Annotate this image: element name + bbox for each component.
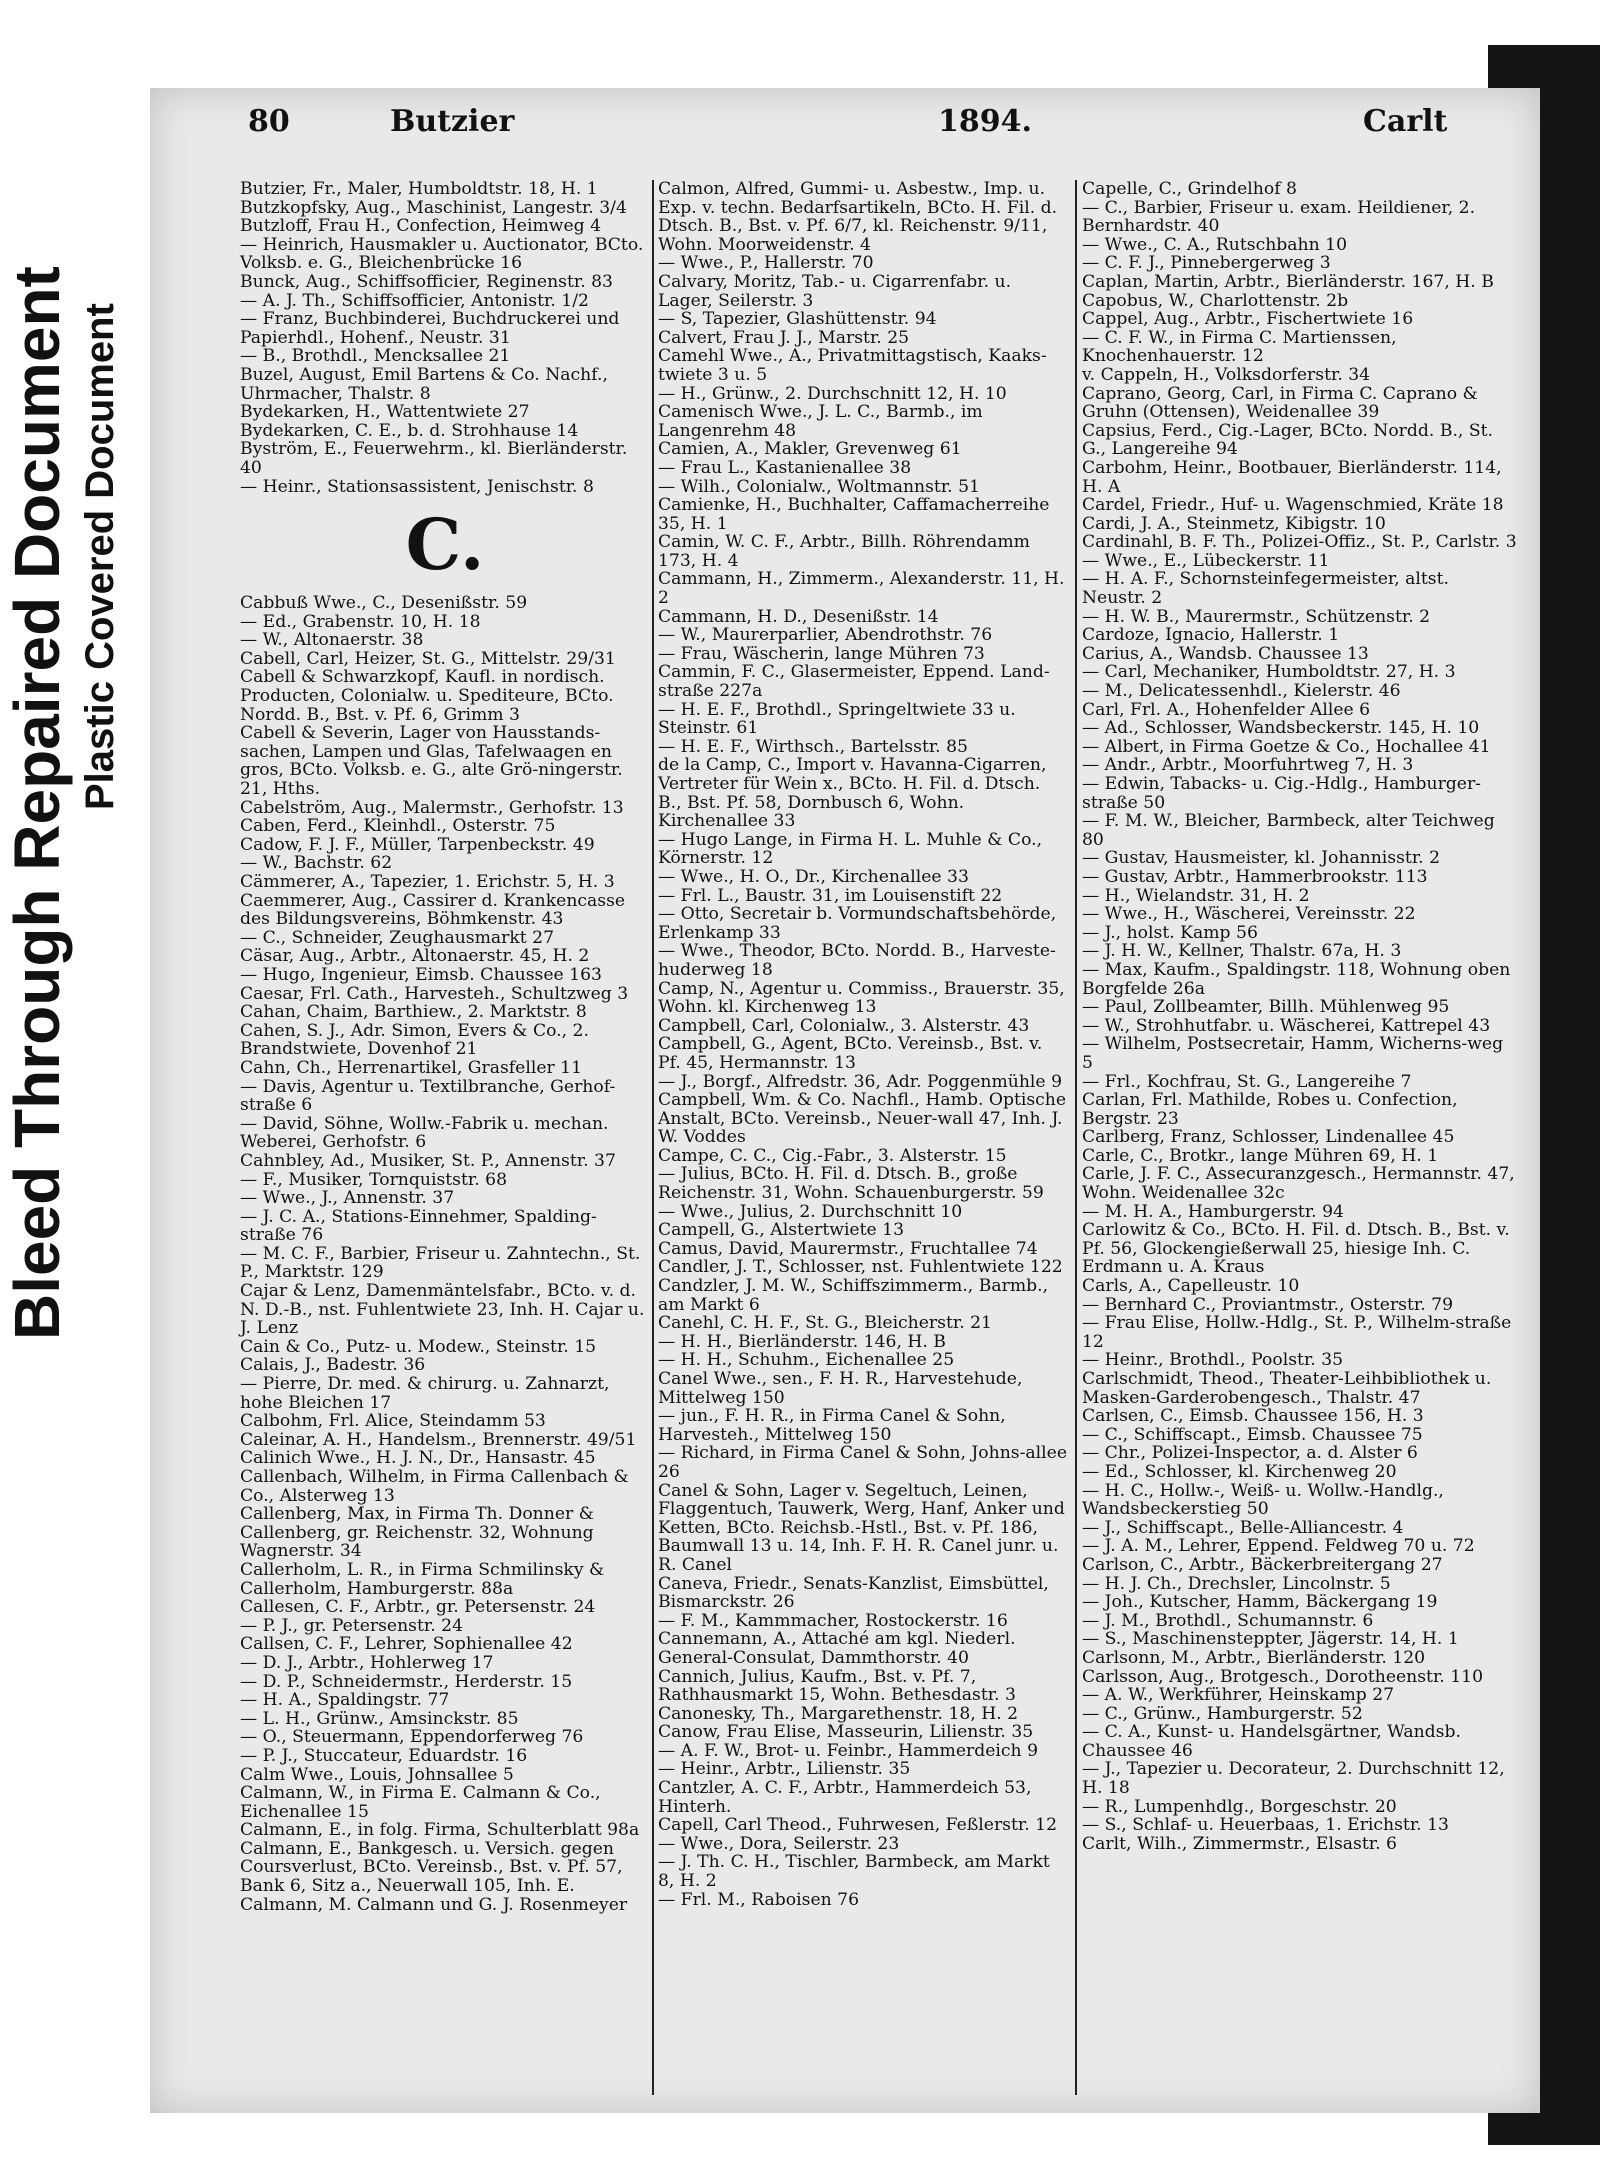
directory-entry: Caleinar, A. H., Handelsm., Brennerstr. 49/51 [240, 1429, 637, 1450]
directory-entry: — Wilh., Colonialw., Woltmannstr. 51 [658, 476, 980, 497]
directory-entry: — J. M., Brothdl., Schumannstr. 6 [1082, 1610, 1374, 1631]
directory-entry: Capsius, Ferd., Cig.-Lager, BCto. Nordd. B., St. G., Langereihe 94 [1082, 420, 1499, 460]
directory-entry: Bunck, Aug., Schiffsofficier, Reginenstr. 83 [240, 271, 613, 292]
directory-entry: Cammann, H. D., Desenißstr. 14 [658, 606, 939, 627]
directory-entry: — Frl. L., Baustr. 31, im Louisenstift 22 [658, 885, 1003, 906]
directory-entry: — H. A., Spaldingstr. 77 [240, 1690, 450, 1711]
directory-entry: — J. Th. C. H., Tischler, Barmbeck, am Markt 8, H. 2 [658, 1852, 1056, 1892]
directory-entry: — Pierre, Dr. med. & chirurg. u. Zahnarzt, hohe Bleichen 17 [240, 1374, 615, 1413]
directory-entry: — A. W., Werkführer, Heinskamp 27 [1082, 1685, 1395, 1706]
directory-entry: Butzkopfsky, Aug., Maschinist, Langestr. 3/4 [240, 197, 627, 218]
directory-entry: — Frau, Wäscherin, lange Mühren 73 [658, 643, 985, 664]
directory-entry: Camenisch Wwe., J. L. C., Barmb., im Langenrehm 48 [658, 402, 989, 441]
directory-entry: Cardel, Friedr., Huf- u. Wagenschmied, Kräte 18 [1082, 495, 1504, 516]
directory-entry: — Heinr., Arbtr., Lilienstr. 35 [658, 1759, 911, 1780]
directory-entry: — H. E. F., Brothdl., Springeltwiete 33 u. Steinstr. 61 [658, 699, 1022, 739]
directory-entry: Calmann, W., in Firma E. Calmann & Co., Eichenallee 15 [240, 1783, 607, 1822]
directory-entry: Bydekarken, C. E., b. d. Strohhause 14 [240, 420, 579, 441]
directory-entry: Caben, Ferd., Kleinhdl., Osterstr. 75 [240, 816, 556, 837]
directory-entry: — Julius, BCto. H. Fil. d. Dtsch. B., große Reichenstr. 31, Wohn. Schauenburgerstr. 59 [658, 1164, 1044, 1204]
directory-entry: — Max, Kaufm., Spaldingstr. 118, Wohnung oben Borgfelde 26a [1082, 959, 1516, 999]
directory-entry: — Frl., Kochfrau, St. G., Langereihe 7 [1082, 1071, 1412, 1092]
directory-entry: Cäsar, Aug., Arbtr., Altonaerstr. 45, H. 2 [240, 946, 590, 967]
directory-entry: — P. J., Stuccateur, Eduardstr. 16 [240, 1745, 528, 1766]
directory-entry: Callerholm, L. R., in Firma Schmilinsky & Callerholm, Hamburgerstr. 88a [240, 1559, 610, 1599]
directory-entry: — M., Delicatessenhdl., Kielerstr. 46 [1082, 681, 1401, 702]
directory-entry: — Heinr., Stationsassistent, Jenischstr. 8 [240, 476, 594, 497]
directory-entry: Campell, G., Alstertwiete 13 [658, 1220, 905, 1241]
directory-entry: Camin, W. C. F., Arbtr., Billh. Röhrendamm 173, H. 4 [658, 532, 1036, 571]
directory-entry: Bydekarken, H., Wattentwiete 27 [240, 402, 530, 423]
directory-entry: Canel & Sohn, Lager v. Segeltuch, Leinen, Flaggentuch, Tauwerk, Werg, Hanf, Anker und Ketten, BCto. Reichsb.-Hstl., Bst. v. Pf. 186, Baumwall 13 u. 14, Inh. F. H. R. Canel junr. u. R. Canel [658, 1480, 1071, 1575]
directory-entry: Cadow, F. J. F., Müller, Tarpenbeckstr. 49 [240, 834, 595, 855]
directory-entry: Cappel, Aug., Arbtr., Fischertwiete 16 [1082, 309, 1414, 330]
directory-entry: — J., Schiffscapt., Belle-Alliancestr. 4 [1082, 1517, 1404, 1538]
directory-entry: Campbell, G., Agent, BCto. Vereinsb., Bst. v. Pf. 45, Hermannstr. 13 [658, 1034, 1048, 1073]
directory-entry: Cannich, Julius, Kaufm., Bst. v. Pf. 7, Rathhausmarkt 15, Wohn. Bethesdastr. 3 [658, 1666, 1016, 1706]
directory-entry: — J. C. A., Stations-Einnehmer, Spalding-straße 76 [240, 1206, 597, 1246]
directory-entry: — C. F. W., in Firma C. Martienssen, Knochenhauerstr. 12 [1082, 327, 1402, 367]
directory-entry: Carl, Frl. A., Hohenfelder Allee 6 [1082, 699, 1371, 720]
directory-entry: — Joh., Kutscher, Hamm, Bäckergang 19 [1082, 1592, 1438, 1613]
directory-entry: Caneva, Friedr., Senats-Kanzlist, Eimsbüttel, Bismarckstr. 26 [658, 1573, 1055, 1613]
directory-entry: Capobus, W., Charlottenstr. 2b [1082, 290, 1349, 311]
directory-entry: — C. F. J., Pinnebergerweg 3 [1082, 253, 1331, 274]
directory-entry: Camehl Wwe., A., Privatmittagstisch, Kaaks-twiete 3 u. 5 [658, 346, 1047, 385]
section-letter: C. [405, 503, 485, 587]
directory-entry: Carls, A., Capelleustr. 10 [1082, 1276, 1300, 1297]
scanned-page [150, 88, 1540, 2113]
directory-entry: — A. J. Th., Schiffsofficier, Antonistr. 1/2 [240, 290, 589, 311]
directory-entry: — Wwe., C. A., Rutschbahn 10 [1082, 234, 1348, 255]
directory-entry: Callenberg, Max, in Firma Th. Donner & Callenberg, gr. Reichenstr. 32, Wohnung Wagnerstr. 34 [240, 1504, 600, 1562]
directory-entry: — F., Musiker, Tornquiststr. 68 [240, 1169, 508, 1190]
directory-entry: — Wwe., J., Annenstr. 37 [240, 1188, 455, 1209]
column-divider [1075, 180, 1077, 2095]
directory-entry: Byström, E., Feuerwehrm., kl. Bierländerstr. 40 [240, 439, 633, 478]
directory-entry: — C., Schneider, Zeughausmarkt 27 [240, 927, 555, 948]
directory-entry: — Wwe., E., Lübeckerstr. 11 [1082, 550, 1330, 571]
directory-entry: — F. M. W., Bleicher, Barmbeck, alter Teichweg 80 [1082, 811, 1501, 850]
directory-entry: — Wwe., Julius, 2. Durchschnitt 10 [658, 1201, 963, 1222]
directory-entry: — Ed., Grabenstr. 10, H. 18 [240, 611, 481, 632]
directory-entry: Camus, David, Maurermstr., Fruchtallee 74 [658, 1238, 1038, 1259]
directory-entry: Cabbuß Wwe., C., Desenißstr. 59 [240, 593, 528, 614]
directory-entry: — S., Schlaf- u. Heuerbaas, 1. Erichstr. 13 [1082, 1815, 1449, 1836]
directory-column-1 [240, 180, 650, 1914]
directory-entry: Carlberg, Franz, Schlosser, Lindenallee 45 [1082, 1127, 1455, 1148]
directory-entry: — W., Strohhutfabr. u. Wäscherei, Kattrepel 43 [1082, 1015, 1491, 1036]
directory-entry: Cabell & Severin, Lager von Hausstands-sachen, Lampen und Glas, Tafelwaagen en gros, BCto. Volksb. e. G., alte Grö-ningerstr. 21, Hths. [240, 723, 629, 800]
directory-entry: Camp, N., Agentur u. Commiss., Brauerstr. 35, Wohn. kl. Kirchenweg 13 [658, 978, 1071, 1018]
directory-entry: — D. P., Schneidermstr., Herderstr. 15 [240, 1671, 573, 1692]
directory-entry: Carlsson, Aug., Brotgesch., Dorotheenstr. 110 [1082, 1666, 1484, 1687]
directory-entry: — Bernhard C., Proviantmstr., Osterstr. 79 [1082, 1294, 1454, 1315]
directory-entry: Canow, Frau Elise, Masseurin, Lilienstr. 35 [658, 1722, 1034, 1743]
directory-entry: Candzler, J. M. W., Schiffszimmerm., Barmb., am Markt 6 [658, 1276, 1054, 1315]
directory-entry: — B., Brothdl., Mencksallee 21 [240, 346, 511, 367]
directory-entry: Camien, A., Makler, Grevenweg 61 [658, 439, 962, 460]
directory-entry: Calmann, E., Bankgesch. u. Versich. gegen Coursverlust, BCto. Vereinsb., Bst. v. Pf. 57, Bank 6, Sitz a., Neuerwall 105, Inh. E. Calmann, M. Calmann und G. J. Rosenmeyer [240, 1838, 628, 1915]
directory-entry: — W., Bachstr. 62 [240, 853, 393, 874]
directory-entry: — Albert, in Firma Goetze & Co., Hochallee 41 [1082, 736, 1491, 757]
directory-entry: Carlschmidt, Theod., Theater-Leihbibliothek u. Masken-Garderobengesch., Thalstr. 47 [1082, 1369, 1497, 1408]
directory-entry: Carbohm, Heinr., Bootbauer, Bierländerstr. 114, H. A [1082, 457, 1508, 497]
directory-entry: Cammin, F. C., Glasermeister, Eppend. Land-straße 227a [658, 662, 1050, 702]
directory-entry: Calvert, Frau J. J., Marstr. 25 [658, 327, 910, 348]
directory-entry: Cain & Co., Putz- u. Modew., Steinstr. 15 [240, 1336, 597, 1357]
directory-entry: Caesar, Frl. Cath., Harvesteh., Schultzweg 3 [240, 983, 629, 1004]
stamp-bleed-through-repaired: Bleed Through Repaired Document [1, 266, 73, 1340]
directory-entry: Buzel, August, Emil Bartens & Co. Nachf., Uhrmacher, Thalstr. 8 [240, 364, 614, 404]
directory-entry: — Paul, Zollbeamter, Billh. Mühlenweg 95 [1082, 997, 1450, 1018]
directory-entry: Carlowitz & Co., BCto. H. Fil. d. Dtsch. B., Bst. v. Pf. 56, Glockengießerwall 25, hiesige Inh. C. Erdmann u. A. Kraus [1082, 1220, 1516, 1278]
stamp-plastic-covered: Plastic Covered Document [78, 303, 122, 810]
directory-entry: — Wwe., H., Wäscherei, Vereinsstr. 22 [1082, 904, 1416, 925]
side-stamps [0, 0, 130, 2177]
directory-entry: — Frau L., Kastanienallee 38 [658, 457, 912, 478]
directory-entry: — O., Steuermann, Eppendorferweg 76 [240, 1727, 584, 1748]
directory-entry: Cahen, S. J., Adr. Simon, Evers & Co., 2. Brandstwiete, Dovenhof 21 [240, 1020, 595, 1060]
directory-entry: Cannemann, A., Attaché am kgl. Niederl. General-Consulat, Dammthorstr. 40 [658, 1629, 1021, 1668]
directory-entry: — M. H. A., Hamburgerstr. 94 [1082, 1201, 1344, 1222]
directory-entry: — H., Wielandstr. 31, H. 2 [1082, 885, 1310, 906]
directory-entry: — Hugo, Ingenieur, Eimsb. Chaussee 163 [240, 964, 602, 985]
column-divider [652, 180, 654, 2095]
directory-entry: Carlsen, C., Eimsb. Chaussee 156, H. 3 [1082, 1406, 1424, 1427]
entry-list-top [240, 180, 650, 496]
directory-entry: — M. C. F., Barbier, Friseur u. Zahntechn., St. P., Marktstr. 129 [240, 1243, 646, 1283]
directory-entry: Cajar & Lenz, Damenmäntelsfabr., BCto. v. d. N. D.-B., nst. Fuhlentwiete 23, Inh. H. Cajar u. J. Lenz [240, 1281, 650, 1339]
directory-entry: Cardoze, Ignacio, Hallerstr. 1 [1082, 625, 1340, 646]
header-right-word: Carlt [1363, 104, 1448, 139]
directory-entry: Campbell, Wm. & Co. Nachfl., Hamb. Optische Anstalt, BCto. Vereinsb., Neuer-wall 47, Inh. J. W. Voddes [658, 1090, 1072, 1148]
directory-entry: — C., Grünw., Hamburgerstr. 52 [1082, 1703, 1363, 1724]
directory-entry: Calmann, E., in folg. Firma, Schulterblatt 98a [240, 1820, 640, 1841]
directory-entry: — C., Schiffscapt., Eimsb. Chaussee 75 [1082, 1424, 1423, 1445]
directory-entry: Candler, J. T., Schlosser, nst. Fuhlentwiete 122 [658, 1257, 1063, 1278]
directory-entry: Cämmerer, A., Tapezier, 1. Erichstr. 5, H. 3 [240, 872, 615, 892]
directory-entry: Cardinahl, B. F. Th., Polizei-Offiz., St. P., Carlstr. 3 [1082, 532, 1517, 553]
directory-entry: — W., Altonaerstr. 38 [240, 630, 424, 651]
header-year: 1894. [938, 104, 1032, 139]
directory-entry: — C., Barbier, Friseur u. exam. Heildiener, 2. Bernhardstr. 40 [1082, 197, 1481, 237]
directory-entry: — Hugo Lange, in Firma H. L. Muhle & Co., Körnerstr. 12 [658, 829, 1048, 869]
directory-entry: — W., Maurerparlier, Abendrothstr. 76 [658, 625, 993, 646]
directory-entry: — Wwe., Theodor, BCto. Nordd. B., Harveste-huderweg 18 [658, 941, 1056, 980]
directory-entry: Butzloff, Frau H., Confection, Heimweg 4 [240, 216, 602, 237]
directory-entry: Campbell, Carl, Colonialw., 3. Alsterstr. 43 [658, 1015, 1030, 1036]
directory-entry: Canonesky, Th., Margarethenstr. 18, H. 2 [658, 1703, 1019, 1724]
directory-entry: Calbohm, Frl. Alice, Steindamm 53 [240, 1411, 546, 1432]
directory-entry: — Ed., Schlosser, kl. Kirchenweg 20 [1082, 1461, 1397, 1482]
directory-entry: Cabell, Carl, Heizer, St. G., Mittelstr. 29/31 [240, 648, 616, 669]
directory-entry: — C. A., Kunst- u. Handelsgärtner, Wandsb. Chaussee 46 [1082, 1722, 1467, 1761]
directory-entry: — H. E. F., Wirthsch., Bartelsstr. 85 [658, 736, 968, 757]
directory-entry: — F. M., Kammmacher, Rostockerstr. 16 [658, 1610, 1008, 1631]
directory-entry: — Heinr., Brothdl., Poolstr. 35 [1082, 1350, 1344, 1371]
directory-entry: — J., holst. Kamp 56 [1082, 922, 1258, 943]
directory-entry: Camienke, H., Buchhalter, Caffamacherreihe 35, H. 1 [658, 495, 1055, 534]
directory-entry: — Frl. M., Raboisen 76 [658, 1889, 860, 1910]
directory-entry: — Edwin, Tabacks- u. Cig.-Hdlg., Hamburger-straße 50 [1082, 774, 1481, 813]
directory-entry: Calinich Wwe., H. J. N., Dr., Hansastr. 45 [240, 1448, 596, 1469]
directory-entry: — Carl, Mechaniker, Humboldtstr. 27, H. 3 [1082, 662, 1456, 683]
directory-entry: Cabelström, Aug., Malermstr., Gerhofstr. 13 [240, 797, 624, 818]
directory-entry: Capell, Carl Theod., Fuhrwesen, Feßlerstr. 12 [658, 1815, 1058, 1836]
directory-entry: — David, Söhne, Wollw.-Fabrik u. mechan. Weberei, Gerhofstr. 6 [240, 1113, 614, 1153]
directory-entry: — Frau Elise, Hollw.-Hdlg., St. P., Wilhelm-straße 12 [1082, 1313, 1517, 1352]
directory-entry: — Heinrich, Hausmakler u. Auctionator, BCto. Volksb. e. G., Bleichenbrücke 16 [240, 234, 649, 274]
page-number: 80 [248, 104, 290, 139]
directory-entry: — Wilhelm, Postsecretair, Hamm, Wicherns-weg 5 [1082, 1034, 1509, 1073]
directory-entry: — J. A. M., Lehrer, Eppend. Feldweg 70 u. 72 [1082, 1536, 1475, 1557]
directory-column-3 [1082, 179, 1521, 1854]
directory-entry: Calm Wwe., Louis, Johnsallee 5 [240, 1764, 514, 1785]
directory-entry: Carle, C., Brotkr., lange Mühren 69, H. 1 [1082, 1145, 1439, 1166]
entry-list-bottom [240, 594, 650, 1914]
directory-column-2 [658, 179, 1073, 1910]
directory-entry: — H. H., Schuhm., Eichenallee 25 [658, 1350, 955, 1371]
directory-entry: — Otto, Secretair b. Vormundschaftsbehörde, Erlenkamp 33 [658, 904, 1062, 943]
directory-entry: Carlan, Frl. Mathilde, Robes u. Confection, Bergstr. 23 [1082, 1090, 1464, 1129]
directory-entry: — J., Tapezier u. Decorateur, 2. Durchschnitt 12, H. 18 [1082, 1759, 1511, 1799]
directory-entry: — H. W. B., Maurermstr., Schützenstr. 2 [1082, 606, 1431, 627]
directory-entry: — A. F. W., Brot- u. Feinbr., Hammerdeich 9 [658, 1740, 1039, 1761]
entry-list [1082, 179, 1521, 1854]
directory-entry: — Ad., Schlosser, Wandsbeckerstr. 145, H. 10 [1082, 718, 1480, 739]
directory-entry: v. Cappeln, H., Volksdorferstr. 34 [1082, 364, 1371, 385]
directory-entry: Carle, J. F. C., Assecuranzgesch., Hermannstr. 47, Wohn. Weidenallee 32c [1082, 1164, 1521, 1204]
page-header [248, 92, 1578, 142]
directory-entry: de la Camp, C., Import v. Havanna-Cigarren, Vertreter für Wein x., BCto. H. Fil. d. Dtsch. B., Bst. Pf. 58, Dornbusch 6, Wohn. Kirchenallee 33 [658, 755, 1052, 832]
directory-entry: — H. J. Ch., Drechsler, Lincolnstr. 5 [1082, 1573, 1391, 1594]
directory-entry: Cardi, J. A., Steinmetz, Kibigstr. 10 [1082, 513, 1386, 534]
directory-entry: — Andr., Arbtr., Moorfuhrtweg 7, H. 3 [1082, 755, 1414, 776]
directory-entry: Canel Wwe., sen., F. H. R., Harvestehude, Mittelweg 150 [658, 1369, 1028, 1408]
directory-entry: — S, Tapezier, Glashüttenstr. 94 [658, 309, 937, 330]
directory-entry: Carlt, Wilh., Zimmermstr., Elsastr. 6 [1082, 1833, 1397, 1854]
directory-entry: Caemmerer, Aug., Cassirer d. Krankencasse des Bildungsvereins, Böhmkenstr. 43 [240, 890, 631, 930]
directory-entry: — jun., F. H. R., in Firma Canel & Sohn, Harvesteh., Mittelweg 150 [658, 1406, 1012, 1445]
directory-entry: — Wwe., H. O., Dr., Kirchenallee 33 [658, 866, 969, 887]
directory-entry: — Davis, Agentur u. Textilbranche, Gerhof-straße 6 [240, 1076, 616, 1116]
directory-entry: — Franz, Buchbinderei, Buchdruckerei und Papierhdl., Hohenf., Neustr. 31 [240, 309, 625, 348]
directory-entry: Calais, J., Badestr. 36 [240, 1355, 426, 1376]
directory-entry: — J., Borgf., Alfredstr. 36, Adr. Poggenmühle 9 [658, 1071, 1063, 1092]
directory-entry: Canehl, C. H. F., St. G., Bleicherstr. 21 [658, 1313, 992, 1334]
directory-entry: Caplan, Martin, Arbtr., Bierländerstr. 167, H. B [1082, 271, 1494, 292]
directory-entry: — Gustav, Hausmeister, kl. Johannisstr. 2 [1082, 848, 1441, 869]
directory-entry: — R., Lumpenhdlg., Borgeschstr. 20 [1082, 1796, 1397, 1817]
directory-entry: — S., Maschinensteppter, Jägerstr. 14, H. 1 [1082, 1629, 1459, 1650]
directory-entry: Cahnbley, Ad., Musiker, St. P., Annenstr. 37 [240, 1150, 616, 1171]
directory-entry: Cahn, Ch., Herrenartikel, Grasfeller 11 [240, 1057, 583, 1078]
directory-entry: — D. J., Arbtr., Hohlerweg 17 [240, 1652, 494, 1673]
directory-entry: — L. H., Grünw., Amsinckstr. 85 [240, 1708, 519, 1729]
directory-entry: — P. J., gr. Petersenstr. 24 [240, 1615, 464, 1636]
directory-entry: Capelle, C., Grindelhof 8 [1082, 179, 1297, 199]
directory-entry: Caprano, Georg, Carl, in Firma C. Caprano & Gruhn (Ottensen), Weidenallee 39 [1082, 383, 1484, 423]
directory-entry: — H. A. F., Schornsteinfegermeister, altst. Neustr. 2 [1082, 569, 1455, 609]
directory-entry: Cahan, Chaim, Barthiew., 2. Marktstr. 8 [240, 1002, 587, 1023]
directory-entry: — Gustav, Arbtr., Hammerbrookstr. 113 [1082, 866, 1428, 887]
directory-entry: — Chr., Polizei-Inspector, a. d. Alster 6 [1082, 1443, 1418, 1464]
directory-entry: — Wwe., P., Hallerstr. 70 [658, 253, 874, 274]
directory-entry: — Wwe., Dora, Seilerstr. 23 [658, 1833, 900, 1854]
directory-entry: Cammann, H., Zimmerm., Alexanderstr. 11, H. 2 [658, 569, 1070, 609]
directory-entry: Butzier, Fr., Maler, Humboldtstr. 18, H. 1 [240, 179, 598, 199]
directory-entry: Carlson, C., Arbtr., Bäckerbreitergang 27 [1082, 1554, 1443, 1575]
directory-entry: — H. H., Bierländerstr. 146, H. B [658, 1331, 946, 1352]
directory-entry: Calvary, Moritz, Tab.- u. Cigarrenfabr. u. Lager, Seilerstr. 3 [658, 271, 1017, 311]
directory-entry: Callesen, C. F., Arbtr., gr. Petersenstr. 24 [240, 1597, 596, 1618]
directory-entry: Callenbach, Wilhelm, in Firma Callenbach & Co., Alsterweg 13 [240, 1467, 635, 1506]
directory-entry: — H., Grünw., 2. Durchschnitt 12, H. 10 [658, 383, 1007, 404]
directory-entry: — J. H. W., Kellner, Thalstr. 67a, H. 3 [1082, 941, 1402, 962]
directory-entry: Calmon, Alfred, Gummi- u. Asbestw., Imp. u. Exp. v. techn. Bedarfsartikeln, BCto. H. Fil. d. Dtsch. B., Bst. v. Pf. 6/7, kl. Reichenstr. 9/11, Wohn. Moorweidenstr. 4 [658, 179, 1063, 255]
entry-list [658, 179, 1073, 1910]
directory-entry: Callsen, C. F., Lehrer, Sophienallee 42 [240, 1634, 573, 1655]
directory-entry: — Richard, in Firma Canel & Sohn, Johns-allee 26 [658, 1443, 1073, 1482]
header-left-word: Butzier [390, 104, 515, 139]
directory-entry: Cantzler, A. C. F., Arbtr., Hammerdeich 53, Hinterh. [658, 1778, 1037, 1817]
directory-entry: Carlsonn, M., Arbtr., Bierländerstr. 120 [1082, 1647, 1426, 1668]
directory-entry: Campe, C. C., Cig.-Fabr., 3. Alsterstr. 15 [658, 1145, 1007, 1166]
directory-entry: Carius, A., Wandsb. Chaussee 13 [1082, 643, 1369, 664]
directory-entry: Cabell & Schwarzkopf, Kaufl. in nordisch. Producten, Colonialw. u. Spediteure, BCto. Nordd. B., Bst. v. Pf. 6, Grimm 3 [240, 667, 620, 725]
directory-entry: — H. C., Hollw.-, Weiß- u. Wollw.-Handlg., Wandsbeckerstieg 50 [1082, 1480, 1450, 1520]
